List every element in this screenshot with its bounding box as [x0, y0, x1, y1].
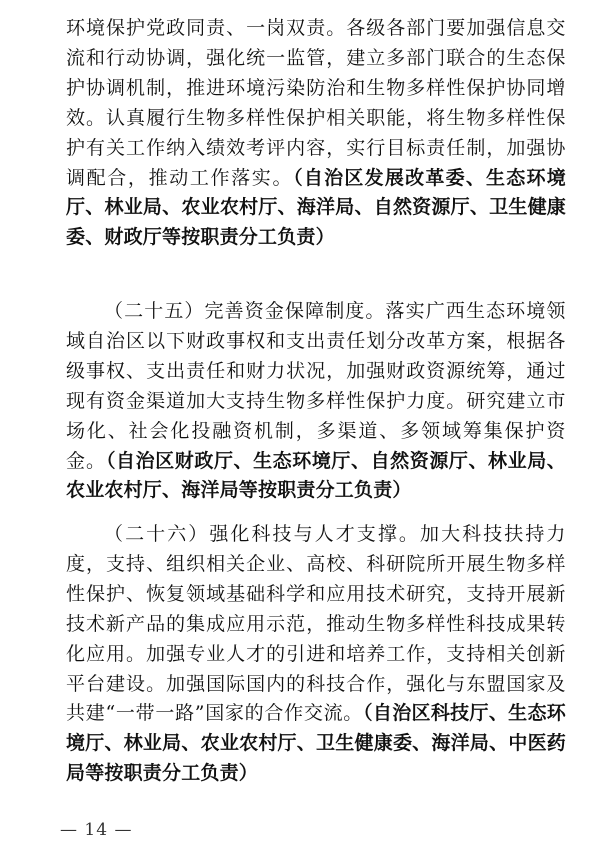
paragraph-body: 环境保护党政同责、一岗双责。各级各部门要加强信息交流和行动协调，强化统一监管，建立多部门联合的生态保护协调机制，推进环境污染防治和生物多样性保护协同增效。认真履行生物多样性保护相关职能，将生物多样性保护有关工作纳入绩效考评内容，实行目标责任制，加强协调配合，推动工作落实。 [66, 17, 566, 189]
paragraph-responsibility: （自治区财政厅、生态环境厅、自然资源厅、林业局、农业农村厅、海洋局等按职责分工负责） [66, 449, 566, 502]
paragraph-responsibility: （自治区发展改革委、生态环境厅、林业局、农业农村厅、海洋局、自然资源厅、卫生健康委、财政厅等按职责分工负责） [66, 166, 566, 249]
paragraph-body: 加大科技扶持力度，支持、组织相关企业、高校、科研院所开展生物多样性保护、恢复领域基础科学和应用技术研究，支持开展新技术新产品的集成应用示范，推动生物多样性科技成果转化应用。加强专业人才的引进和培养工作，支持相关创新平台建设。加强国际国内的科技合作，强化与东盟国家及共建“一带一路”国家的合作交流。 [66, 523, 566, 725]
paragraph-science-talent [66, 520, 566, 789]
paragraph-body: 落实广西生态环境领域自治区以下财政事权和支出责任划分改革方案，根据各级事权、支出责任和财力状况，加强财政资源统筹，通过现有资金渠道加大支持生物多样性保护力度。研究建立市场化、社会化投融资机制，多渠道、多领域筹集保护资金。 [66, 300, 567, 472]
paragraph-lead: （二十六）强化科技与人才支撑。 [104, 523, 420, 545]
paragraph-responsibility-coordination [66, 14, 566, 253]
paragraph-funding-guarantee [66, 297, 566, 506]
paragraph-responsibility: （自治区科技厅、生态环境厅、林业局、农业农村厅、卫生健康委、海洋局、中医药局等按职责分工负责） [66, 702, 567, 785]
paragraph-lead: （二十五）完善资金保障制度。 [104, 300, 386, 322]
page-number: — 14 — [60, 820, 133, 840]
